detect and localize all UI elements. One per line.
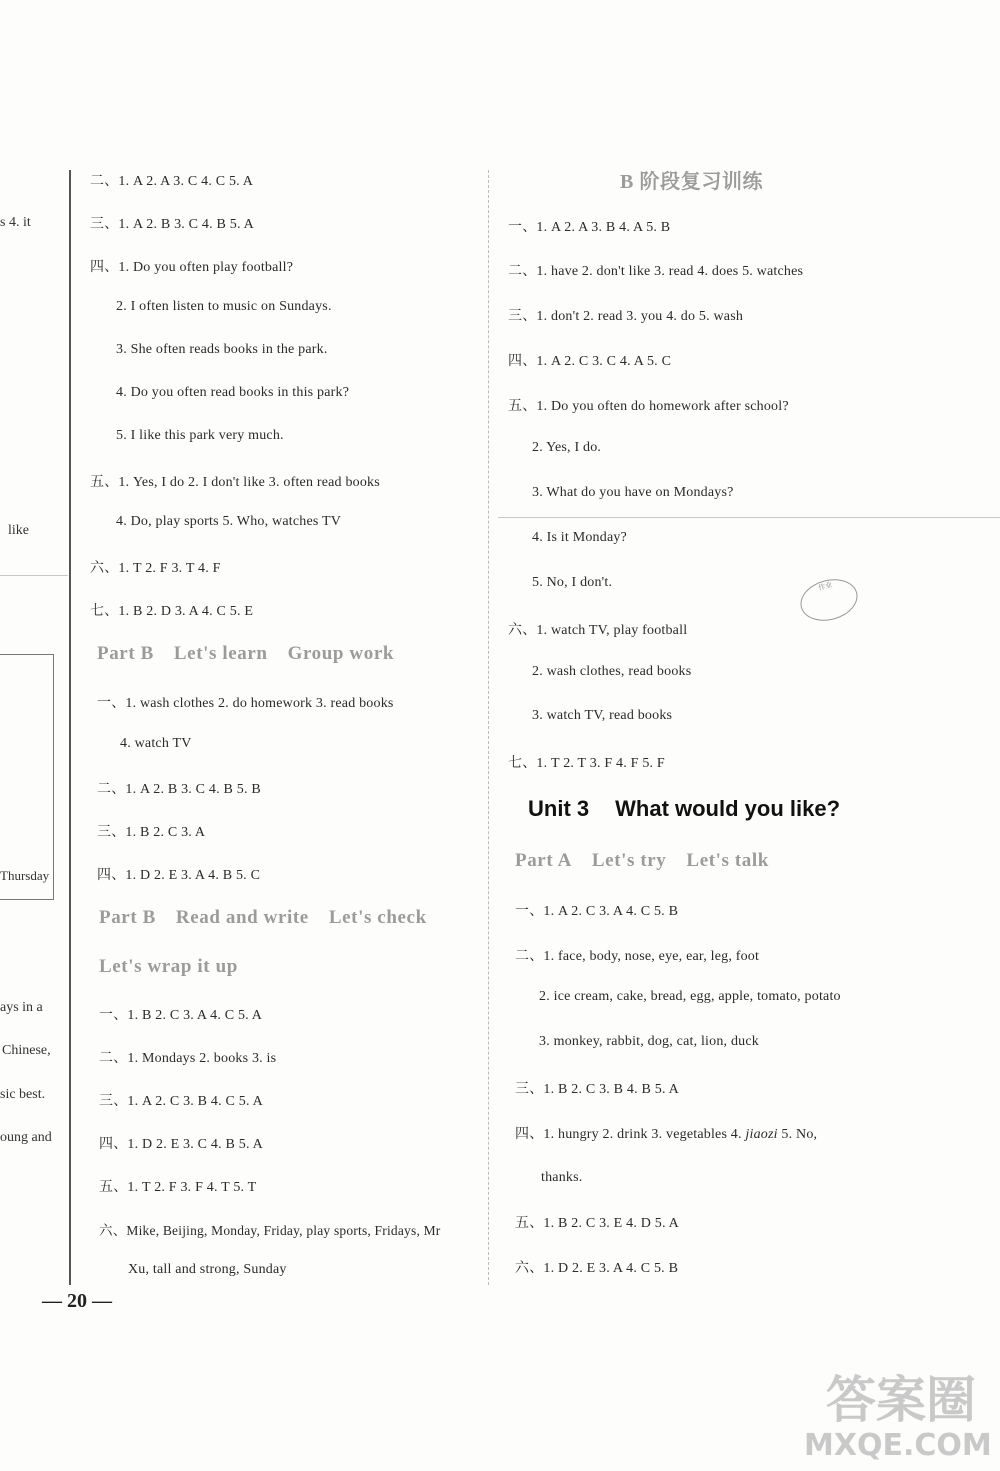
answer-line: 四、1. Do you often play football? — [90, 260, 294, 275]
answer-line: 三、1. don't 2. read 3. you 4. do 5. wash — [508, 309, 744, 324]
answer-line: 七、1. T 2. T 3. F 4. F 5. F — [508, 756, 665, 771]
answer-line: 三、1. A 2. C 3. B 4. C 5. A — [99, 1094, 263, 1109]
section-heading: Part B Let's learn Group work — [97, 643, 395, 664]
answer-line: 一、1. wash clothes 2. do homework 3. read books — [97, 696, 394, 711]
watermark-url: MXQE.COM — [804, 1428, 992, 1463]
answer-line: 二、1. have 2. don't like 3. read 4. does 5. watches — [508, 264, 804, 279]
answer-line: 五、1. T 2. F 3. F 4. T 5. T — [99, 1180, 257, 1195]
page-number: — 20 — — [42, 1290, 112, 1312]
answer-line: 5. I like this park very much. — [116, 428, 284, 443]
left-fragment: like — [8, 523, 29, 538]
stamp-icon: 作业 — [796, 573, 862, 627]
unit-heading: Unit 3 What would you like? — [528, 796, 841, 821]
section-heading: Part B Read and write Let's check — [99, 907, 427, 928]
answer-line: 七、1. B 2. D 3. A 4. C 5. E — [90, 604, 254, 619]
answer-line: 2. Yes, I do. — [532, 440, 602, 455]
answer-line: 3. What do you have on Mondays? — [532, 485, 734, 500]
column-rule-middle — [488, 170, 489, 1285]
answer-line: 二、1. A 2. A 3. C 4. C 5. A — [90, 174, 254, 189]
answer-line: 3. monkey, rabbit, dog, cat, lion, duck — [539, 1034, 759, 1049]
answer-line: 一、1. A 2. C 3. A 4. C 5. B — [515, 904, 679, 919]
answer-line: 4. Is it Monday? — [532, 530, 627, 545]
left-fragment: Chinese, — [2, 1043, 51, 1058]
answer-line: 2. wash clothes, read books — [532, 664, 692, 679]
answer-line: 2. I often listen to music on Sundays. — [116, 299, 332, 314]
answer-line: 四、1. D 2. E 3. A 4. B 5. C — [97, 868, 261, 883]
answer-line: 三、1. B 2. C 3. A — [97, 825, 206, 840]
answer-line: 一、1. A 2. A 3. B 4. A 5. B — [508, 220, 671, 235]
left-fragment: s 4. it — [0, 215, 31, 230]
answer-line: 六、1. watch TV, play football — [508, 623, 688, 638]
left-fragment: ays in a — [0, 1000, 43, 1015]
left-fragment: oung and — [0, 1130, 52, 1145]
answer-line: 二、1. Mondays 2. books 3. is — [99, 1051, 277, 1066]
column-rule-left — [69, 170, 71, 1285]
left-divider — [0, 575, 68, 576]
answer-line: 六、Mike, Beijing, Monday, Friday, play sports, Fridays, Mr — [99, 1223, 441, 1238]
section-heading: Let's wrap it up — [99, 956, 238, 977]
answer-line: 3. She often reads books in the park. — [116, 342, 328, 357]
answer-line: 四、1. hungry 2. drink 3. vegetables 4. jiaozi 5. No, — [515, 1127, 818, 1142]
right-divider — [498, 517, 1000, 518]
answer-line: 六、1. T 2. F 3. T 4. F — [90, 561, 221, 576]
answer-line: 五、1. B 2. C 3. E 4. D 5. A — [515, 1216, 679, 1231]
answer-line: 5. No, I don't. — [532, 575, 613, 590]
watermark-logo: 答案圈 — [826, 1371, 976, 1429]
answer-line: 三、1. A 2. B 3. C 4. B 5. A — [90, 217, 254, 232]
left-table-fragment — [0, 654, 54, 900]
answer-line: 4. Do, play sports 5. Who, watches TV — [116, 514, 342, 529]
answer-line: 4. watch TV — [120, 736, 192, 751]
answer-line: 二、1. face, body, nose, eye, ear, leg, foot — [515, 949, 760, 964]
answer-line: 五、1. Yes, I do 2. I don't like 3. often read books — [90, 475, 380, 490]
section-heading: Part A Let's try Let's talk — [515, 850, 769, 871]
answer-line: 一、1. B 2. C 3. A 4. C 5. A — [99, 1008, 263, 1023]
answer-line: 2. ice cream, cake, bread, egg, apple, tomato, potato — [539, 989, 841, 1004]
answer-line: Xu, tall and strong, Sunday — [128, 1262, 287, 1277]
left-fragment: Thursday — [0, 868, 50, 883]
answer-line: 二、1. A 2. B 3. C 4. B 5. B — [97, 782, 261, 797]
answer-line: 五、1. Do you often do homework after school? — [508, 399, 789, 414]
answer-line: 4. Do you often read books in this park? — [116, 385, 350, 400]
section-title: B 阶段复习训练 — [620, 171, 764, 193]
answer-line: 六、1. D 2. E 3. A 4. C 5. B — [515, 1261, 679, 1276]
left-fragment: sic best. — [0, 1087, 46, 1102]
answer-line: 3. watch TV, read books — [532, 708, 673, 723]
answer-line: 四、1. D 2. E 3. C 4. B 5. A — [99, 1137, 263, 1152]
answer-line: 四、1. A 2. C 3. C 4. A 5. C — [508, 354, 672, 369]
answer-line: thanks. — [541, 1170, 583, 1185]
answer-line: 三、1. B 2. C 3. B 4. B 5. A — [515, 1082, 679, 1097]
